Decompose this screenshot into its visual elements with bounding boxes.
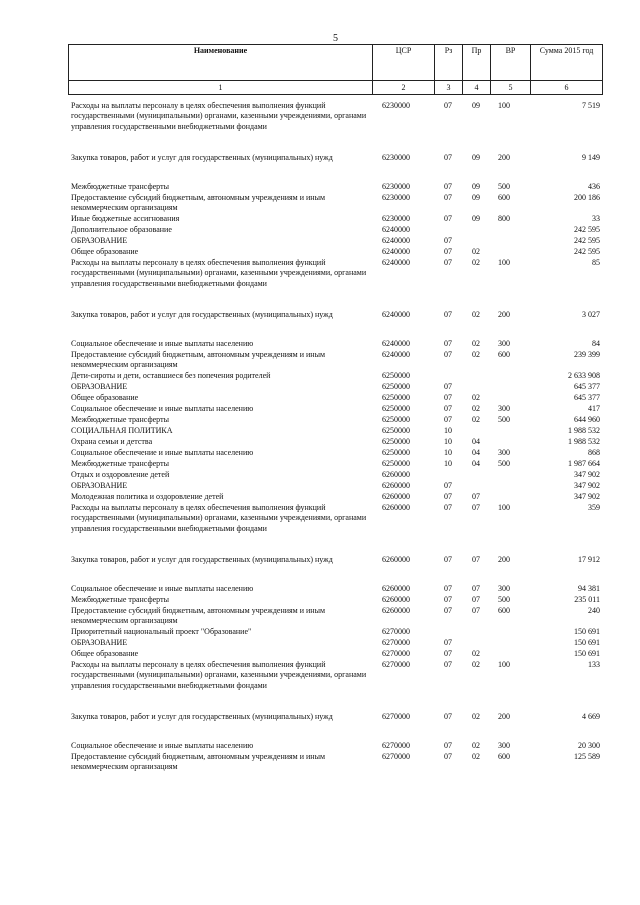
row-csr: 6250000 [382, 459, 410, 468]
row-vr: 100 [498, 660, 510, 669]
row-name: Предоставление субсидий бюджетным, автономным учреждениям и иным некоммерческим организациям [71, 350, 326, 370]
row-vr: 100 [498, 503, 510, 512]
row-rz: 07 [444, 584, 452, 593]
row-csr: 6250000 [382, 415, 410, 424]
row-pr [462, 481, 490, 492]
table-row [68, 214, 602, 225]
row-name: Закупка товаров, работ и услуг для государственных (муниципальных) нужд [71, 310, 333, 319]
table-row [68, 258, 602, 310]
row-name: Общее образование [71, 247, 139, 256]
row-pr: 02 [472, 712, 480, 721]
row-vr [490, 627, 530, 638]
row-sum: 417 [588, 404, 600, 413]
row-name: Дополнительное образование [71, 225, 172, 234]
row-pr: 02 [472, 741, 480, 750]
row-pr: 07 [472, 492, 480, 501]
row-pr [462, 426, 490, 437]
row-sum: 17 912 [578, 555, 600, 564]
row-sum: 33 [592, 214, 600, 223]
table-row [68, 339, 602, 350]
row-name: Социальное обеспечение и иные выплаты населению [71, 448, 254, 457]
header-vr: ВР [491, 45, 531, 81]
row-pr [462, 236, 490, 247]
row-rz: 10 [444, 459, 452, 468]
row-vr: 300 [498, 741, 510, 750]
table-row [68, 595, 602, 606]
row-csr: 6250000 [382, 426, 410, 435]
header-num-pr: 4 [463, 81, 491, 95]
row-pr [462, 627, 490, 638]
row-sum: 3 027 [582, 310, 600, 319]
header-csr: ЦСР [373, 45, 435, 81]
row-pr: 07 [472, 595, 480, 604]
row-rz: 07 [444, 350, 452, 359]
row-sum: 242 595 [574, 225, 600, 234]
table-row [68, 193, 602, 214]
table-row [68, 182, 602, 193]
row-rz: 07 [444, 638, 452, 647]
row-spacer [68, 576, 602, 584]
table-row [68, 638, 602, 649]
table-row [68, 153, 602, 174]
row-pr: 02 [472, 247, 480, 256]
table-row [68, 584, 602, 595]
row-sum: 645 377 [574, 382, 600, 391]
row-vr: 500 [498, 595, 510, 604]
row-rz: 07 [444, 555, 452, 564]
row-name: ОБРАЗОВАНИЕ [71, 236, 128, 245]
table-row [68, 101, 602, 153]
table-row [68, 350, 602, 371]
table-row [68, 448, 602, 459]
row-csr: 6230000 [382, 101, 410, 110]
row-rz: 07 [444, 481, 452, 490]
row-sum: 644 960 [574, 415, 600, 424]
row-csr: 6260000 [382, 555, 410, 564]
table-row [68, 741, 602, 752]
row-csr: 6250000 [382, 448, 410, 457]
table-row [68, 415, 602, 426]
row-sum: 200 186 [574, 193, 600, 202]
row-name: Приоритетный национальный проект "Образование" [71, 627, 252, 636]
row-pr: 09 [472, 153, 480, 162]
row-vr [490, 492, 530, 503]
row-rz [434, 371, 462, 382]
row-csr: 6230000 [382, 153, 410, 162]
header-num-vr: 5 [491, 81, 531, 95]
row-rz: 07 [444, 649, 452, 658]
row-sum: 235 011 [574, 595, 600, 604]
row-name: ОБРАЗОВАНИЕ [71, 638, 128, 647]
row-name: Социальное обеспечение и иные выплаты населению [71, 339, 254, 348]
row-csr: 6260000 [382, 481, 410, 490]
row-csr: 6250000 [382, 382, 410, 391]
table-row [68, 393, 602, 404]
row-vr [490, 481, 530, 492]
row-vr: 100 [498, 258, 510, 267]
row-csr: 6230000 [382, 193, 410, 202]
row-rz: 07 [444, 247, 452, 256]
row-sum: 150 691 [574, 627, 600, 636]
row-csr: 6270000 [382, 638, 410, 647]
row-vr: 100 [498, 101, 510, 110]
row-vr [490, 225, 530, 236]
row-name: Расходы на выплаты персоналу в целях обеспечения выполнения функций государственными (муниципальными) органами, казенными учреждениями, органами управления государственными внебюджетными фондами [71, 660, 367, 690]
row-rz: 07 [444, 741, 452, 750]
row-vr: 600 [498, 752, 510, 761]
row-pr: 04 [472, 448, 480, 457]
row-sum: 2 633 908 [568, 371, 600, 380]
row-name: Социальное обеспечение и иные выплаты населению [71, 741, 254, 750]
row-vr: 200 [498, 153, 510, 162]
row-spacer [68, 331, 602, 339]
row-pr: 04 [472, 459, 480, 468]
row-pr: 02 [472, 404, 480, 413]
row-pr [462, 225, 490, 236]
row-csr: 6260000 [382, 584, 410, 593]
row-pr: 09 [472, 182, 480, 191]
row-rz: 10 [444, 448, 452, 457]
row-sum: 242 595 [574, 247, 600, 256]
row-name: Межбюджетные трансферты [71, 182, 169, 191]
row-csr: 6250000 [382, 393, 410, 402]
row-vr [490, 371, 530, 382]
row-sum: 84 [592, 339, 600, 348]
row-vr: 500 [498, 459, 510, 468]
row-vr [490, 470, 530, 481]
row-name: Закупка товаров, работ и услуг для государственных (муниципальных) нужд [71, 153, 333, 162]
table-row [68, 712, 602, 733]
row-csr: 6240000 [382, 350, 410, 359]
row-pr: 02 [472, 350, 480, 359]
row-sum: 85 [592, 258, 600, 267]
row-name: Дети-сироты и дети, оставшиеся без попечения родителей [71, 371, 271, 380]
row-pr: 07 [472, 584, 480, 593]
row-vr [490, 247, 530, 258]
table-row [68, 382, 602, 393]
row-name: Социальное обеспечение и иные выплаты населению [71, 584, 254, 593]
row-csr: 6270000 [382, 752, 410, 761]
table-row [68, 459, 602, 470]
header-num-sum: 6 [531, 81, 603, 95]
row-name: Межбюджетные трансферты [71, 595, 169, 604]
row-rz: 10 [444, 437, 452, 446]
row-csr: 6260000 [382, 470, 410, 479]
row-name: Отдых и оздоровление детей [71, 470, 170, 479]
row-sum: 645 377 [574, 393, 600, 402]
row-csr: 6270000 [382, 741, 410, 750]
row-pr: 02 [472, 660, 480, 669]
row-vr: 300 [498, 584, 510, 593]
table-row [68, 555, 602, 576]
row-pr: 09 [472, 193, 480, 202]
row-sum: 150 691 [574, 638, 600, 647]
page-number: 5 [333, 33, 338, 44]
row-sum: 240 [588, 606, 600, 615]
row-sum: 94 381 [578, 584, 600, 593]
row-pr: 04 [472, 437, 480, 446]
row-vr: 500 [498, 182, 510, 191]
table-row [68, 606, 602, 627]
row-name: Закупка товаров, работ и услуг для государственных (муниципальных) нужд [71, 555, 333, 564]
table-row [68, 404, 602, 415]
row-csr: 6230000 [382, 182, 410, 191]
row-sum: 347 902 [574, 470, 600, 479]
row-csr: 6230000 [382, 214, 410, 223]
row-rz: 07 [444, 752, 452, 761]
row-sum: 436 [588, 182, 600, 191]
row-pr: 07 [472, 503, 480, 512]
row-sum: 1 988 532 [568, 426, 600, 435]
row-sum: 1 987 664 [568, 459, 600, 468]
row-name: Межбюджетные трансферты [71, 459, 169, 468]
row-csr: 6270000 [382, 712, 410, 721]
row-sum: 150 691 [574, 649, 600, 658]
row-csr: 6240000 [382, 339, 410, 348]
table-row [68, 627, 602, 638]
row-rz: 07 [444, 503, 452, 512]
row-sum: 9 149 [582, 153, 600, 162]
row-rz: 07 [444, 415, 452, 424]
row-rz: 07 [444, 258, 452, 267]
row-name: Закупка товаров, работ и услуг для государственных (муниципальных) нужд [71, 712, 333, 721]
row-csr: 6240000 [382, 258, 410, 267]
row-vr: 800 [498, 214, 510, 223]
row-rz: 07 [444, 712, 452, 721]
row-sum: 242 595 [574, 236, 600, 245]
row-pr: 02 [472, 415, 480, 424]
row-sum: 7 519 [582, 101, 600, 110]
row-pr: 09 [472, 214, 480, 223]
header-sum: Сумма 2015 год [531, 45, 603, 81]
table-row [68, 470, 602, 481]
row-name: Предоставление субсидий бюджетным, автономным учреждениям и иным некоммерческим организациям [71, 193, 326, 213]
row-vr [490, 638, 530, 649]
row-vr [490, 236, 530, 247]
table-row [68, 492, 602, 503]
row-sum: 133 [588, 660, 600, 669]
row-rz: 07 [444, 310, 452, 319]
row-csr: 6240000 [382, 310, 410, 319]
row-pr: 07 [472, 555, 480, 564]
row-rz: 10 [444, 426, 452, 435]
row-sum: 239 399 [574, 350, 600, 359]
table-row [68, 236, 602, 247]
row-rz: 07 [444, 153, 452, 162]
row-rz: 07 [444, 606, 452, 615]
row-vr: 600 [498, 606, 510, 615]
row-vr [490, 649, 530, 660]
row-rz: 07 [444, 404, 452, 413]
row-name: СОЦИАЛЬНАЯ ПОЛИТИКА [71, 426, 173, 435]
row-name: ОБРАЗОВАНИЕ [71, 481, 128, 490]
row-rz: 07 [444, 339, 452, 348]
row-pr: 02 [472, 310, 480, 319]
row-rz: 07 [444, 382, 452, 391]
table-row [68, 225, 602, 236]
row-name: Социальное обеспечение и иные выплаты населению [71, 404, 254, 413]
row-pr: 02 [472, 649, 480, 658]
row-sum: 347 902 [574, 481, 600, 490]
row-vr: 300 [498, 448, 510, 457]
row-rz: 07 [444, 660, 452, 669]
row-rz [434, 627, 462, 638]
table-row [68, 247, 602, 258]
row-name: Расходы на выплаты персоналу в целях обеспечения выполнения функций государственными (муниципальными) органами, казенными учреждениями, органами управления государственными внебюджетными фондами [71, 101, 367, 131]
row-csr: 6270000 [382, 660, 410, 669]
row-rz: 07 [444, 393, 452, 402]
row-csr: 6260000 [382, 503, 410, 512]
row-name: Расходы на выплаты персоналу в целях обеспечения выполнения функций государственными (муниципальными) органами, казенными учреждениями, органами управления государственными внебюджетными фондами [71, 503, 367, 533]
row-pr: 02 [472, 339, 480, 348]
row-name: ОБРАЗОВАНИЕ [71, 382, 128, 391]
header-name: Наименование [69, 45, 373, 81]
row-csr: 6270000 [382, 627, 410, 636]
row-sum: 1 988 532 [568, 437, 600, 446]
table-row [68, 481, 602, 492]
row-name: Общее образование [71, 393, 139, 402]
table-row [68, 649, 602, 660]
row-pr [462, 382, 490, 393]
row-name: Охрана семьи и детства [71, 437, 153, 446]
row-rz: 07 [444, 101, 452, 110]
header-num-csr: 2 [373, 81, 435, 95]
row-name: Межбюджетные трансферты [71, 415, 169, 424]
table-row [68, 752, 602, 773]
row-name: Расходы на выплаты персоналу в целях обеспечения выполнения функций государственными (муниципальными) органами, казенными учреждениями, органами управления государственными внебюджетными фондами [71, 258, 367, 288]
row-csr: 6260000 [382, 606, 410, 615]
row-csr: 6240000 [382, 236, 410, 245]
header-num-rz: 3 [435, 81, 463, 95]
row-vr: 500 [498, 415, 510, 424]
row-vr [490, 393, 530, 404]
row-name: Молодежная политика и оздоровление детей [71, 492, 224, 501]
row-sum: 868 [588, 448, 600, 457]
row-pr [462, 638, 490, 649]
row-rz: 07 [444, 236, 452, 245]
row-csr: 6260000 [382, 492, 410, 501]
row-name: Предоставление субсидий бюджетным, автономным учреждениям и иным некоммерческим организациям [71, 606, 326, 626]
row-sum: 359 [588, 503, 600, 512]
row-sum: 20 300 [578, 741, 600, 750]
row-rz [434, 470, 462, 481]
table-row [68, 437, 602, 448]
row-pr [462, 371, 490, 382]
table-row [68, 371, 602, 382]
row-rz: 07 [444, 193, 452, 202]
table-row [68, 660, 602, 712]
row-csr: 6260000 [382, 595, 410, 604]
row-csr: 6250000 [382, 371, 410, 380]
row-rz [434, 225, 462, 236]
row-spacer [68, 174, 602, 182]
header-num-name: 1 [69, 81, 373, 95]
row-csr: 6240000 [382, 225, 410, 234]
table-row [68, 426, 602, 437]
row-csr: 6250000 [382, 404, 410, 413]
row-csr: 6250000 [382, 437, 410, 446]
table-row [68, 503, 602, 555]
row-rz: 07 [444, 595, 452, 604]
row-vr: 300 [498, 339, 510, 348]
row-csr: 6270000 [382, 649, 410, 658]
table-row [68, 310, 602, 331]
row-pr: 02 [472, 258, 480, 267]
row-pr: 07 [472, 606, 480, 615]
row-sum: 125 589 [574, 752, 600, 761]
row-vr: 200 [498, 310, 510, 319]
row-name: Общее образование [71, 649, 139, 658]
row-csr: 6240000 [382, 247, 410, 256]
row-vr: 600 [498, 193, 510, 202]
row-sum: 4 669 [582, 712, 600, 721]
row-name: Иные бюджетные ассигнования [71, 214, 180, 223]
row-rz: 07 [444, 182, 452, 191]
header-pr: Пр [463, 45, 491, 81]
row-rz: 07 [444, 214, 452, 223]
table-body [68, 101, 602, 773]
row-vr: 300 [498, 404, 510, 413]
row-vr [490, 437, 530, 448]
table-header [68, 44, 603, 95]
row-sum: 347 902 [574, 492, 600, 501]
row-vr: 200 [498, 555, 510, 564]
row-spacer [68, 733, 602, 741]
row-name: Предоставление субсидий бюджетным, автономным учреждениям и иным некоммерческим организациям [71, 752, 326, 772]
header-rz: Рз [435, 45, 463, 81]
row-vr [490, 382, 530, 393]
row-pr: 02 [472, 393, 480, 402]
row-pr [462, 470, 490, 481]
row-vr: 600 [498, 350, 510, 359]
row-rz: 07 [444, 492, 452, 501]
row-pr: 02 [472, 752, 480, 761]
row-vr [490, 426, 530, 437]
row-vr: 200 [498, 712, 510, 721]
row-pr: 09 [472, 101, 480, 110]
